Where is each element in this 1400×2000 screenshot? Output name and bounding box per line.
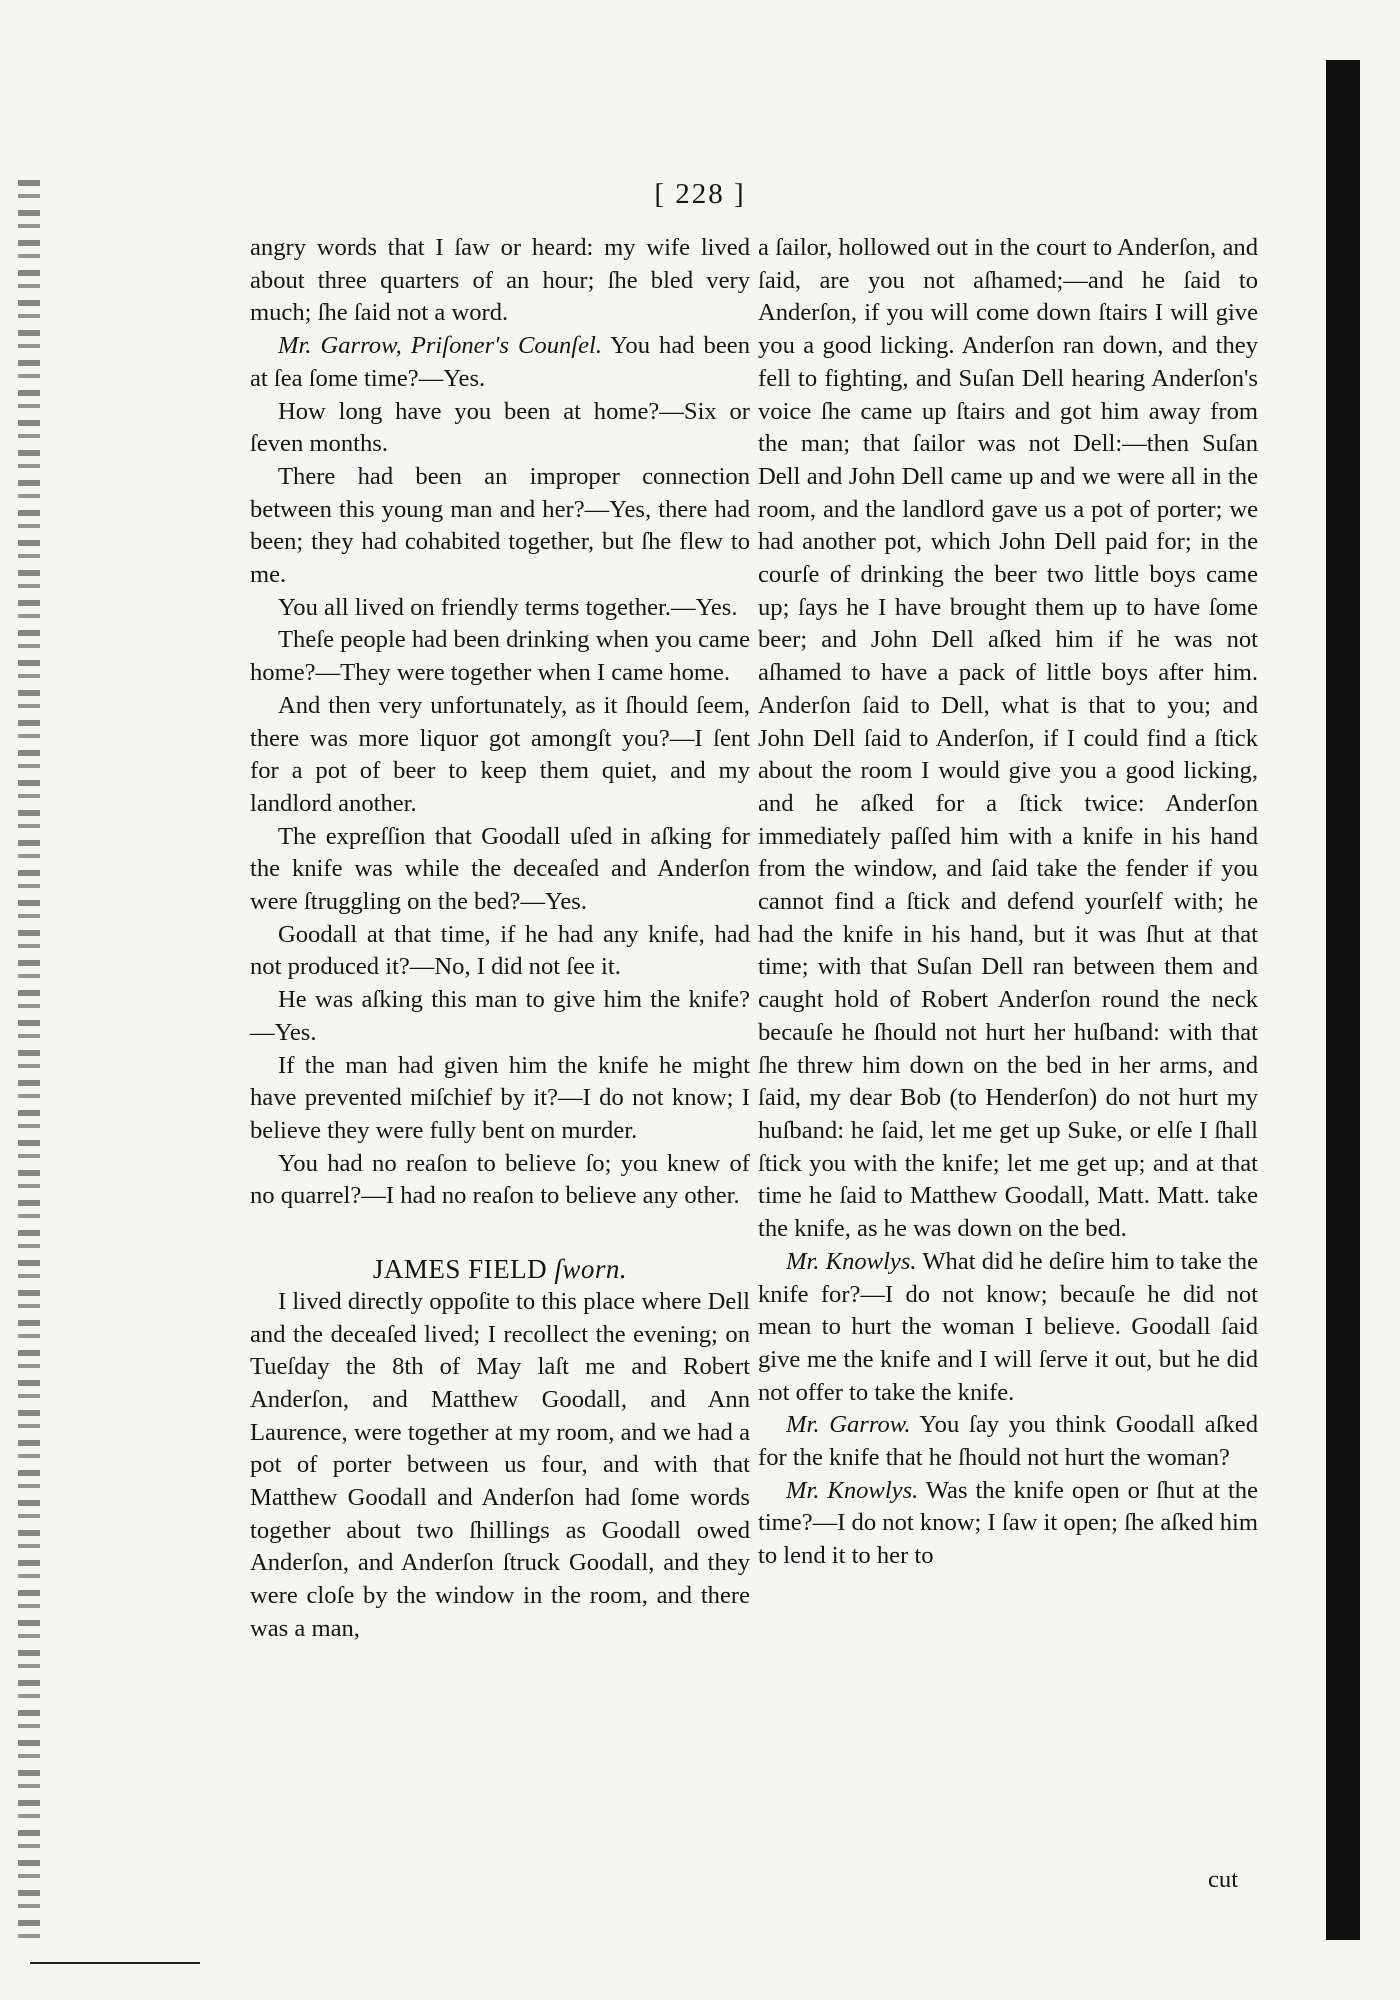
paragraph-text: And then very unfortunately, as it ſhould ſeem, there was more liquor got amongſt you?—I ſent for a pot of beer to keep them quiet, and my landlord another. [250, 691, 750, 817]
paragraph-text: a ſailor, hollowed out in the court to Anderſon, and ſaid, are you not aſhamed;—and he ſaid to Anderſon, if you will come down ſtairs I will give you a good licking. Anderſon ran down, and they fell to fighting, and Suſan Dell hearing Anderſon's voice ſhe came up ſtairs and got him away from the man; that ſailor was not Dell:—then Suſan Dell and John Dell came up and we were all in the room, and the landlord gave us a pot of porter; we had another pot, which John Dell paid for; in the courſe of drinking the beer two little boys came up; ſays he I have brought them up to have ſome beer; and John Dell aſked him if he was not aſhamed to have a pack of little boys after him. Anderſon ſaid to Dell, what is that to you; and John Dell ſaid to Anderſon, if I could find a ſtick about the room I would give you a good licking, and he aſked for a ſtick twice: Anderſon immediately paſſed him with a knife in his hand from the window, and ſaid take the fender if you cannot find a ſtick and defend yourſelf with; he had the knife in his hand, but it was ſhut at that time; with that Suſan Dell ran between them and caught hold of Robert Anderſon round the neck becauſe he ſhould not hurt her huſband: with that ſhe threw him down on the bed in her arms, and ſaid, my dear Bob (to Henderſon) do not hurt my huſband: he ſaid, let me get up Suke, or elſe I ſhall ſtick you with the knife; let me get up; and at that time he ſaid to Matthew Goodall, Matt. Matt. take the knife, as he was down on the bed. [758, 234, 1258, 1243]
testimony-paragraph [250, 624, 750, 689]
paragraph-text: Was the knife open or ſhut at the time?—I do not know; I ſaw it open; ſhe aſked him to lend it to her to [758, 1476, 1259, 1570]
testimony-paragraph [250, 690, 750, 821]
testimony-paragraph [250, 461, 750, 592]
catchword: cut [1208, 1866, 1239, 1893]
speaker-name: Mr. Knowlys. [786, 1476, 919, 1504]
testimony-paragraph [250, 592, 750, 625]
sworn-label: ſworn. [554, 1254, 628, 1285]
paragraph-text: You ſay you think Goodall aſked for the knife that he ſhould not hurt the woman? [758, 1411, 1258, 1472]
page-number: [ 228 ] [654, 178, 746, 210]
paragraph-text: angry words that I ſaw or heard: my wife lived about three quarters of an hour; ſhe bled very much; ſhe ſaid not a word. [250, 234, 750, 327]
speaker-name: Mr. Garrow, Priſoner's Counſel. [278, 332, 603, 360]
paragraph-text: The expreſſion that Goodall uſed in aſking for the knife was while the deceaſed and Anderſon were ſtruggling on the bed?—Yes. [250, 822, 750, 916]
paragraph-text: Goodall at that time, if he had any knife, had not produced it?—No, I did not ſee it. [250, 920, 750, 981]
witness-heading [250, 1253, 750, 1286]
paragraph-text: There had been an improper connection between this young man and her?—Yes, there had been; they had cohabited together, but ſhe flew to me. [250, 462, 750, 589]
paragraph-text: You had no reaſon to believe ſo; you knew of no quarrel?—I had no reaſon to believe any other. [250, 1149, 750, 1210]
paragraph-text: You had been at ſea ſome time?—Yes. [250, 332, 750, 392]
binding-shadow-left [18, 180, 40, 1950]
testimony-paragraph [250, 1050, 750, 1148]
witness-name: JAMES FIELD [372, 1254, 548, 1285]
testimony-paragraph [250, 330, 750, 395]
paragraph-text: What did he deſire him to take the knife for?—I do not know; becauſe he did not mean to hurt the woman I believe. Goodall ſaid give me the knife and I will ſerve it out, but he did not offer to take the knife. [758, 1247, 1259, 1406]
binding-edge-right [1326, 60, 1360, 1940]
right-column [758, 232, 1258, 1573]
paragraph-text: If the man had given him the knife he might have prevented miſchief by it?—I do not know; I believe they were fully bent on murder. [250, 1051, 750, 1144]
testimony-paragraph [758, 1475, 1258, 1573]
testimony-paragraph [758, 1409, 1258, 1474]
paragraph-text: How long have you been at home?—Six or ſeven months. [250, 397, 750, 458]
speaker-name: Mr. Knowlys. [786, 1247, 917, 1275]
testimony-paragraph [758, 232, 1258, 1246]
left-column [250, 232, 750, 1646]
testimony-paragraph [250, 919, 750, 984]
speaker-name: Mr. Garrow. [786, 1411, 911, 1439]
bottom-rule [30, 1962, 200, 1964]
paragraph-text: He was aſking this man to give him the knife?—Yes. [250, 986, 750, 1046]
paragraph-text: Theſe people had been drinking when you came home?—They were together when I came home. [250, 626, 750, 687]
testimony-paragraph [250, 232, 750, 330]
paragraph-text: I lived directly oppoſite to this place where Dell and the deceaſed lived; I recollect the evening; on Tueſday the 8th of May laſt me and Robert Anderſon, and Matthew Goodall, and Ann Laurence, were together at my room, and we had a pot of porter between us four, and with that Matthew Goodall and Anderſon had ſome words together about two ſhillings as Goodall owed Anderſon, and Anderſon ſtruck Goodall, and they were cloſe by the window in the room, and there was a man, [250, 1287, 750, 1642]
testimony-paragraph [758, 1246, 1258, 1410]
testimony-paragraph [250, 1286, 750, 1646]
testimony-paragraph [250, 396, 750, 461]
testimony-paragraph [250, 1148, 750, 1213]
paragraph-text: You all lived on friendly terms together.—Yes. [278, 593, 738, 621]
testimony-paragraph [250, 821, 750, 919]
testimony-paragraph [250, 984, 750, 1049]
